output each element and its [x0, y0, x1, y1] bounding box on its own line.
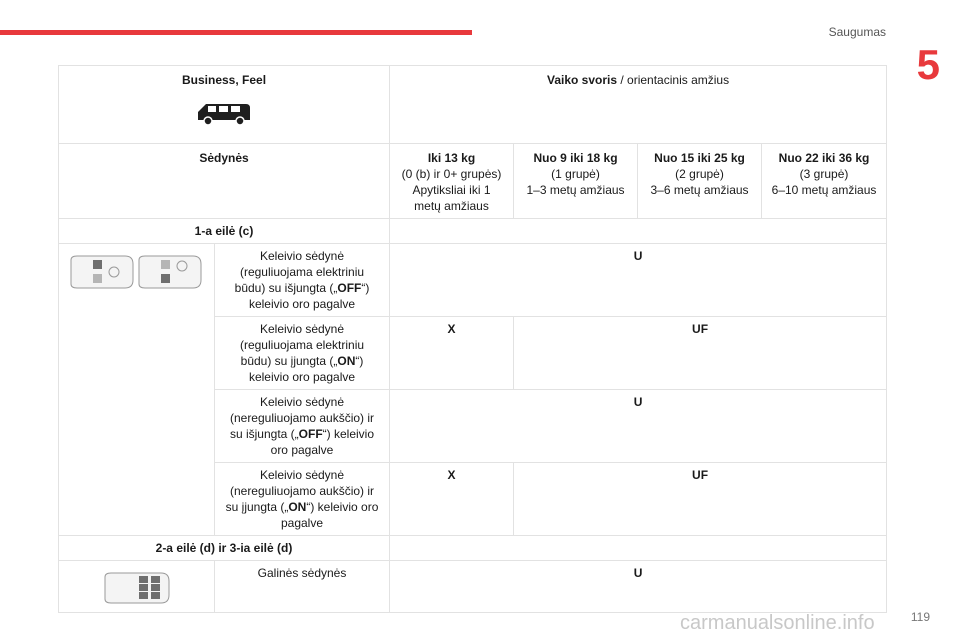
front-row-3-value-group0: X — [390, 463, 514, 536]
seat-desc-line — [219, 426, 385, 442]
group-line: (3 grupė) — [799, 167, 849, 181]
seat-desc-text: su įjungta („ — [225, 500, 289, 514]
trim-header-cell — [59, 66, 390, 144]
weight-header-cell — [390, 66, 887, 144]
front-row-0-value: U — [390, 244, 887, 317]
group-line: Apytiksliai iki 1 — [412, 183, 491, 197]
seat-desc-line: keleivio oro pagalve — [248, 297, 356, 311]
group-line: 3–6 metų amžiaus — [650, 183, 749, 197]
group-weight: Nuo 15 iki 25 kg — [654, 151, 745, 165]
front-row-2-label — [215, 390, 390, 463]
row1-label: 1-a eilė (c) — [59, 219, 390, 244]
seat-desc-line: pagalve — [280, 516, 324, 530]
seat-desc-line: Keleivio sėdynė — [259, 249, 345, 263]
front-row-1-value-group0: X — [390, 317, 514, 390]
group-weight: Nuo 9 iki 18 kg — [533, 151, 618, 165]
group-line: 6–10 metų amžiaus — [771, 183, 877, 197]
front-row-3-label — [215, 463, 390, 536]
row2-empty — [390, 536, 887, 561]
seat-desc-line: (nereguliuojamo aukščio) ir — [229, 411, 375, 425]
airbag-state: ON — [288, 500, 307, 514]
seat-desc-text: “) keleivio — [322, 427, 375, 441]
group-line: 1–3 metų amžiaus — [526, 183, 625, 197]
row2-label: 2-a eilė (d) ir 3-ia eilė (d) — [59, 536, 390, 561]
seat-desc-line — [219, 353, 385, 369]
row1-empty — [390, 219, 887, 244]
child-seat-table — [58, 65, 887, 613]
seat-desc-text: “) keleivio oro — [306, 500, 379, 514]
group-cell-0 — [390, 144, 514, 219]
seat-desc-line: (nereguliuojamo aukščio) ir — [229, 484, 375, 498]
trim-name-bold: Business — [181, 73, 236, 87]
section-title: Saugumas — [828, 25, 886, 39]
rear-seat-image-cell — [59, 561, 215, 613]
van-side-icon — [194, 98, 254, 126]
watermark: carmanualsonline.info — [680, 612, 875, 634]
seat-desc-text: “) — [355, 354, 364, 368]
group-line: (0 (b) ir 0+ grupės) — [401, 167, 502, 181]
weight-header-rest: / orientacinis amžius — [617, 73, 730, 87]
airbag-state: OFF — [298, 427, 323, 441]
front-row-3-value-rest: UF — [514, 463, 887, 536]
front-row-1-label — [215, 317, 390, 390]
front-row-0-label — [215, 244, 390, 317]
header-accent-bar — [0, 30, 472, 35]
seat-desc-line: (reguliuojama elektriniu — [239, 265, 365, 279]
rear-seat-label: Galinės sėdynės — [215, 561, 390, 613]
seats-label: Sėdynės — [59, 144, 390, 219]
airbag-state: OFF — [337, 281, 362, 295]
group-weight: Nuo 22 iki 36 kg — [778, 151, 870, 165]
seat-desc-line: keleivio oro pagalve — [248, 370, 356, 384]
seat-desc-text: “) — [361, 281, 370, 295]
group-weight: Iki 13 kg — [427, 151, 476, 165]
rear-seat-layout-icon — [101, 571, 173, 605]
seat-desc-line — [219, 280, 385, 296]
seat-desc-line: Keleivio sėdynė — [259, 468, 345, 482]
airbag-state: ON — [337, 354, 356, 368]
chapter-number: 5 — [916, 41, 940, 88]
group-line: (1 grupė) — [551, 167, 600, 181]
seat-desc-line: Keleivio sėdynė — [259, 322, 345, 336]
seat-desc-text: būdu) su įjungta („ — [240, 354, 338, 368]
seat-desc-line — [219, 499, 385, 515]
group-line: (2 grupė) — [675, 167, 724, 181]
seat-desc-line: Keleivio sėdynė — [259, 395, 345, 409]
group-line: metų amžiaus — [414, 199, 489, 213]
seat-desc-text: būdu) su išjungta („ — [234, 281, 338, 295]
group-cell-1 — [514, 144, 638, 219]
rear-seat-value: U — [390, 561, 887, 613]
front-row-1-value-rest: UF — [514, 317, 887, 390]
page-number: 119 — [910, 610, 930, 624]
trim-name-rest: , Feel — [235, 73, 267, 87]
seat-desc-text: su išjungta („ — [229, 427, 299, 441]
seat-desc-line: oro pagalve — [270, 443, 334, 457]
front-seat-image-cell — [59, 244, 215, 536]
weight-header-bold: Vaiko svoris — [546, 73, 618, 87]
group-cell-3 — [762, 144, 887, 219]
front-row-2-value: U — [390, 390, 887, 463]
group-cell-2 — [638, 144, 762, 219]
front-seat-layout-icon — [67, 254, 207, 290]
seat-desc-line: (reguliuojama elektriniu — [239, 338, 365, 352]
